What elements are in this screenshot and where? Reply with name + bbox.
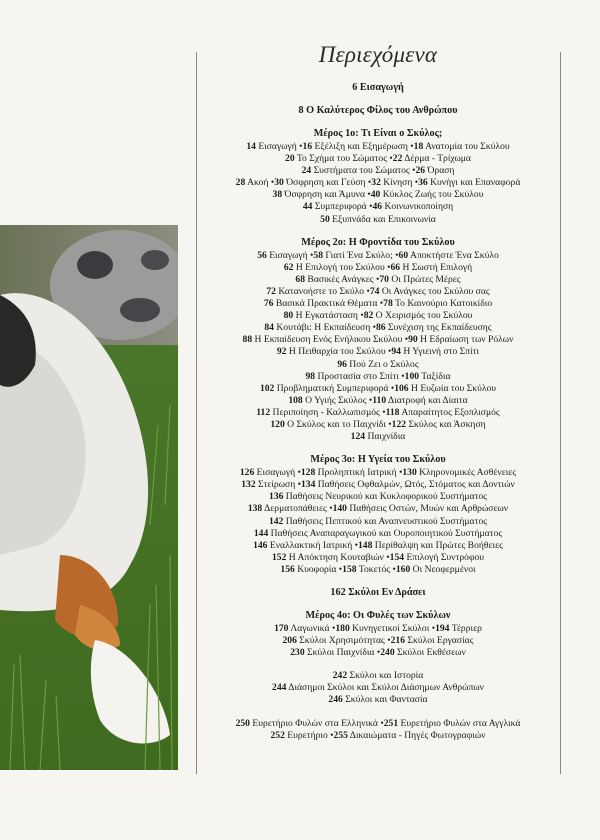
toc-entry-title: Τοκετός bbox=[356, 563, 391, 575]
toc-entry-title: Όραση bbox=[425, 165, 455, 177]
toc-entry-title: Κοινωνικοποίηση bbox=[382, 201, 454, 213]
toc-line: 68 Βασικές Ανάγκες •70 Οι Πρώτες Μέρες bbox=[295, 273, 461, 285]
toc-page-number: 68 bbox=[295, 273, 306, 285]
toc-line: 112 Περιποίηση - Καλλωπισμός •118 Απαραίτητος Εξοπλισμός bbox=[256, 406, 500, 418]
toc-entry-title: Οι Πρώτες Μέρες bbox=[388, 273, 461, 285]
toc-page-number: 246 bbox=[328, 694, 343, 706]
toc-entry-title: Κληρονομικές Ασθένειες bbox=[416, 467, 517, 479]
toc-entry-title: Επιλογή Συντρόφου bbox=[404, 551, 485, 563]
toc-line: 88 Η Εκπαίδευση Ενός Ενήλικου Σκύλου •90 Η Εδραίωση των Ρόλων bbox=[242, 334, 514, 346]
toc-entry-title: Εισαγωγή bbox=[266, 249, 308, 261]
table-of-contents bbox=[198, 42, 558, 753]
toc-page-number: 76 bbox=[263, 298, 274, 310]
toc-entry-title: Κυοφορία bbox=[294, 563, 337, 575]
toc-line bbox=[198, 682, 558, 694]
toc-page-number: 58 bbox=[313, 249, 324, 261]
toc-entry-title: Κυνήγι και Επαναφορά bbox=[427, 177, 521, 189]
toc-line: 126 Εισαγωγή •128 Προληπτική Ιατρική •130 Κληρονομικές Ασθένειες bbox=[239, 467, 517, 479]
toc-page-number: 36 bbox=[418, 177, 428, 189]
toc-page-number: 156 bbox=[280, 563, 295, 575]
toc-page-number: 46 bbox=[372, 201, 383, 213]
toc-line bbox=[198, 516, 558, 528]
toc-page-number: 72 bbox=[266, 285, 276, 297]
toc-page-number: 118 bbox=[385, 406, 400, 418]
toc-page-number: 14 bbox=[246, 141, 256, 152]
toc-page-number: 251 bbox=[383, 717, 399, 729]
toc-page-number: 16 bbox=[302, 141, 313, 152]
toc-entry-title: Προστασία στο Σπίτι bbox=[315, 370, 399, 382]
toc-page-number: 44 bbox=[302, 201, 313, 213]
toc-line: 230 Σκύλοι Παιχνίδια •240 Σκύλοι Εκθέσεων bbox=[290, 647, 466, 659]
toc-page-number: 242 bbox=[332, 670, 348, 682]
toc-entry-title: Σκύλοι Εργασίας bbox=[405, 635, 474, 647]
toc-entry-title: Κατανοήστε το Σκύλο bbox=[275, 285, 365, 297]
toc-line: 102 Προβληματική Συμπεριφορά •106 Η Ευζωία του Σκύλου bbox=[259, 382, 497, 394]
toc-page-number: 194 bbox=[435, 623, 450, 634]
toc-page-number: 216 bbox=[390, 635, 406, 647]
toc-entry-title: Παιχνίδια bbox=[365, 431, 406, 443]
toc-page-number: 82 bbox=[363, 310, 374, 322]
toc-entry-title: Παθήσεις Πεπτικού και Αναπνευστικού Συστήματος bbox=[283, 515, 488, 527]
toc-entry-title: Το Καινούριο Κατοικίδιο bbox=[392, 298, 493, 310]
toc-entry-title: Κίνηση bbox=[380, 177, 413, 189]
toc-entry-title: Σκύλος και Άσκηση bbox=[406, 418, 486, 430]
toc-part bbox=[198, 237, 558, 444]
toc-line: 56 Εισαγωγή •58 Γιατί Ένα Σκύλο; •60 Αποκτήστε Ένα Σκύλο bbox=[257, 249, 499, 261]
toc-line bbox=[198, 528, 558, 540]
toc-entry-title: Συστήματα του Σώματος bbox=[311, 165, 410, 177]
toc-entry-title: Εισαγωγή bbox=[255, 141, 297, 152]
toc-page-number: 80 bbox=[283, 310, 294, 322]
toc-entry-title: Η Υγιεινή στο Σπίτι bbox=[400, 346, 480, 358]
toc-page-number: 22 bbox=[392, 153, 403, 165]
toc-entry-title: Ο Σκύλος και το Παιχνίδι bbox=[284, 418, 386, 430]
toc-part bbox=[198, 454, 558, 576]
toc-page-number: 94 bbox=[391, 346, 401, 358]
toc-line bbox=[198, 214, 558, 226]
toc-page-number: 106 bbox=[394, 382, 409, 394]
toc-entry-title: Εναλλακτική Ιατρική bbox=[267, 539, 353, 551]
toc-page-number: 100 bbox=[404, 370, 420, 382]
toc-line: 76 Βασικά Πρακτικά Θέματα •78 Το Καινούριο Κατοικίδιο bbox=[263, 298, 493, 310]
toc-page-number: 90 bbox=[408, 334, 418, 346]
toc-page-number: 98 bbox=[305, 370, 316, 382]
toc-page-number: 122 bbox=[391, 418, 407, 430]
toc-entry-title: Απαραίτητος Εξοπλισμός bbox=[399, 406, 500, 418]
toc-entry-title: Κυνηγετικοί Σκύλοι bbox=[349, 623, 430, 634]
toc-page-number: 70 bbox=[379, 273, 389, 285]
toc-line: 138 Δερματοπάθειες •140 Παθήσεις Οστών, Μυών και Αρθρώσεων bbox=[247, 503, 509, 515]
toc-best-friend: 8 Ο Καλύτερος Φίλος του Ανθρώπου bbox=[298, 105, 458, 116]
toc-line bbox=[198, 431, 558, 443]
toc-entry-title: Ο Χειρισμός του Σκύλου bbox=[373, 310, 473, 322]
toc-page-number: 140 bbox=[332, 503, 347, 515]
toc-line: 252 Ευρετήριο •255 Δικαιώματα - Πηγές Φωτογραφιών bbox=[270, 729, 486, 741]
toc-part-heading: Μέρος 3ο: Η Υγεία του Σκύλου bbox=[310, 454, 446, 466]
toc-entry-title: Σκύλοι και Ιστορία bbox=[347, 670, 424, 682]
toc-page-number: 132 bbox=[241, 479, 256, 491]
toc-page-number: 56 bbox=[257, 249, 267, 261]
toc-entry-title: Σκύλοι Χρησιμότητας bbox=[296, 635, 385, 647]
toc-entry-title: Εξέλιξη και Εξημέρωση bbox=[312, 141, 408, 152]
toc-line: 206 Σκύλοι Χρησιμότητας •216 Σκύλοι Εργασίας bbox=[282, 635, 474, 647]
toc-line: 62 Η Επιλογή του Σκύλου •66 Η Σωστή Επιλογή bbox=[283, 261, 473, 273]
toc-entry-title: Όσφρηση και Άμυνα bbox=[282, 189, 365, 201]
toc-dogs-in-action: 162 Σκύλοι Εν Δράσει bbox=[330, 587, 426, 598]
toc-page-number: 126 bbox=[239, 467, 255, 479]
toc-line: 98 Προστασία στο Σπίτι •100 Ταξίδια bbox=[305, 370, 451, 382]
toc-entry-title: Πού Ζει ο Σκύλος bbox=[346, 358, 419, 370]
toc-entry-title: Δικαιώματα - Πηγές Φωτογραφιών bbox=[347, 729, 486, 741]
toc-entry-title: Όσφρηση και Γεύση bbox=[283, 177, 366, 189]
toc-page-number: 66 bbox=[390, 261, 401, 273]
toc-part-heading: Μέρος 1ο: Τι Είναι ο Σκύλος; bbox=[313, 128, 443, 139]
toc-entry-title: Βασικά Πρακτικά Θέματα bbox=[273, 298, 378, 310]
toc-entry-title: Λαγωνικά bbox=[288, 623, 330, 634]
toc-line: 120 Ο Σκύλος και το Παιχνίδι •122 Σκύλος και Άσκηση bbox=[270, 418, 486, 430]
right-rule bbox=[560, 52, 561, 774]
toc-line: 92 Η Πειθαρχία του Σκύλου •94 Η Υγιεινή στο Σπίτι bbox=[276, 346, 480, 358]
toc-line: 72 Κατανοήστε το Σκύλο •74 Οι Ανάγκες του Σκύλου σας bbox=[266, 285, 490, 297]
toc-entry-title: Συνέχιση της Εκπαίδευσης bbox=[385, 322, 492, 334]
toc-part-heading: Μέρος 4ο: Οι Φυλές των Σκύλων bbox=[305, 610, 451, 621]
toc-entry-title: Η Εκπαίδευση Ενός Ενήλικου Σκύλου bbox=[252, 334, 403, 346]
toc-entry-title: Η Πειθαρχία του Σκύλου bbox=[286, 346, 386, 358]
toc-page-number: 128 bbox=[300, 467, 316, 479]
toc-page-number: 138 bbox=[247, 503, 263, 515]
toc-entry-title: Οι Ανάγκες του Σκύλου σας bbox=[379, 285, 490, 297]
toc-line: 20 Το Σχήμα του Σώματος •22 Δέρμα - Τρίχωμα bbox=[285, 153, 471, 165]
toc-page-number: 50 bbox=[320, 213, 330, 225]
toc-line: 44 Συμπεριφορά •46 Κοινωνικοποίηση bbox=[302, 201, 454, 213]
toc-entry-title: Ευρετήριο Φυλών στα Αγγλικά bbox=[398, 717, 521, 729]
toc-entry-title: Σκύλοι και Φαντασία bbox=[342, 694, 428, 706]
toc-entry-title: Ανατομία του Σκύλου bbox=[423, 141, 510, 152]
toc-page-number: 108 bbox=[288, 394, 303, 406]
toc-page-number: 38 bbox=[272, 189, 283, 201]
toc-line: 80 Η Εγκατάσταση •82 Ο Χειρισμός του Σκύλου bbox=[283, 310, 473, 322]
toc-entry-title: Δέρμα - Τρίχωμα bbox=[402, 153, 471, 165]
toc-page-number: 26 bbox=[415, 165, 426, 177]
toc-page-number: 124 bbox=[350, 431, 366, 443]
toc-indexes bbox=[198, 718, 558, 742]
toc-entry-title: Η Επιλογή του Σκύλου bbox=[293, 261, 385, 273]
toc-entry-title: Παθήσεις Οφθαλμών, Ωτός, Στόματος και Δοντιών bbox=[315, 479, 515, 491]
toc-line: 84 Κουτάβι: Η Εκπαίδευση •86 Συνέχιση της Εκπαίδευσης bbox=[264, 322, 492, 334]
toc-entry-title: Σκύλοι Εκθέσεων bbox=[394, 647, 466, 659]
toc-entry-title: Ευρετήριο Φυλών στα Ελληνικά bbox=[249, 717, 378, 729]
toc-page-number: 252 bbox=[270, 729, 285, 741]
toc-entry-title: Στείρωση bbox=[255, 479, 296, 491]
toc-page-number: 134 bbox=[300, 479, 316, 491]
toc-line: 156 Κυοφορία •158 Τοκετός •160 Οι Νεοφερμένοι bbox=[280, 563, 476, 575]
toc-page-number: 110 bbox=[372, 394, 387, 406]
toc-entry-title: Περιποίηση - Καλλωπισμός bbox=[270, 406, 380, 418]
toc-line: 152 Η Απόκτηση Κουταβιών •154 Επιλογή Συντρόφου bbox=[271, 551, 485, 563]
toc-line bbox=[198, 359, 558, 371]
toc-entry-title: Το Σχήμα του Σώματος bbox=[294, 153, 387, 165]
toc-page-number: 62 bbox=[283, 261, 294, 273]
toc-entry-title: Οι Νεοφερμένοι bbox=[410, 563, 476, 575]
dog-photo bbox=[0, 225, 178, 770]
toc-entry-title: Δερματοπάθειες bbox=[262, 503, 327, 515]
toc-entry-title: Παθήσεις Νευρικού και Κυκλοφορικού Συστήματος bbox=[283, 491, 487, 503]
toc-page-number: 92 bbox=[276, 346, 287, 358]
toc-line: 146 Εναλλακτική Ιατρική •148 Περίθαλψη και Πρώτες Βοήθειες bbox=[253, 539, 503, 551]
toc-line: 38 Όσφρηση και Άμυνα •40 Κύκλος Ζωής του Σκύλου bbox=[272, 189, 484, 201]
toc-line: 108 Ο Υγιής Σκύλος •110 Διατροφή και Δίαιτα bbox=[288, 394, 468, 406]
toc-part bbox=[198, 610, 558, 659]
toc-entry-title: Γιατί Ένα Σκύλο; bbox=[323, 249, 393, 261]
toc-page-number: 88 bbox=[242, 334, 253, 346]
toc-line bbox=[198, 694, 558, 706]
toc-part-heading: Μέρος 2ο: Η Φροντίδα του Σκύλου bbox=[301, 236, 455, 248]
toc-extras bbox=[198, 670, 558, 706]
toc-page-number: 86 bbox=[375, 322, 386, 334]
toc-page-number: 102 bbox=[259, 382, 275, 394]
toc-page-number: 30 bbox=[274, 177, 284, 189]
toc-page-number: 20 bbox=[285, 153, 295, 165]
toc-page-number: 244 bbox=[272, 682, 287, 694]
toc-page-number: 74 bbox=[369, 285, 380, 297]
toc-page-number: 206 bbox=[282, 635, 297, 647]
toc-page-number: 230 bbox=[290, 647, 305, 659]
toc-entry-title: Περίθαλψη και Πρώτες Βοήθειες bbox=[372, 539, 503, 551]
toc-page-number: 32 bbox=[371, 177, 381, 189]
toc-page-number: 78 bbox=[383, 298, 393, 310]
toc-page-number: 255 bbox=[333, 729, 348, 741]
toc-entry-title: Κουτάβι: Η Εκπαίδευση bbox=[273, 322, 371, 334]
toc-page-number: 130 bbox=[402, 467, 417, 479]
toc-page-number: 96 bbox=[337, 358, 347, 370]
toc-page-number: 142 bbox=[268, 515, 284, 527]
toc-entry-title: Συμπεριφορά bbox=[312, 201, 367, 213]
toc-page-number: 40 bbox=[370, 189, 381, 201]
toc-entry-title: Διάσημοι Σκύλοι και Σκύλοι Διάσημων Ανθρώπων bbox=[286, 682, 484, 694]
toc-entry-title: Η Απόκτηση Κουταβιών bbox=[286, 551, 384, 563]
toc-page-number: 158 bbox=[342, 563, 357, 575]
toc-page-number: 24 bbox=[301, 165, 312, 177]
toc-entry-title: Διατροφή και Δίαιτα bbox=[386, 394, 468, 406]
toc-entry-title: Παθήσεις Οστών, Μυών και Αρθρώσεων bbox=[346, 503, 509, 515]
toc-page-number: 144 bbox=[253, 527, 269, 539]
toc-page-number: 18 bbox=[413, 141, 424, 152]
toc-page-number: 148 bbox=[358, 539, 373, 551]
toc-entry-title: Η Ευζωία του Σκύλου bbox=[408, 382, 497, 394]
toc-line: 14 Εισαγωγή •16 Εξέλιξη και Εξημέρωση •18 Ανατομία του Σκύλου bbox=[246, 141, 510, 152]
toc-entry-title: Ο Υγιής Σκύλος bbox=[302, 394, 367, 406]
toc-entry-title: Παθήσεις Αναπαραγωγικού και Ουροποιητικού Συστήματος bbox=[268, 527, 503, 539]
toc-entry-title: Προληπτική Ιατρική bbox=[315, 467, 397, 479]
toc-entry-title: Η Εγκατάσταση bbox=[293, 310, 358, 322]
toc-page-number: 146 bbox=[253, 539, 268, 551]
toc-page-number: 250 bbox=[235, 717, 250, 729]
toc-page-number: 112 bbox=[256, 406, 271, 418]
toc-entry-title: Εξυπνάδα και Επικοινωνία bbox=[329, 213, 436, 225]
toc-part bbox=[198, 128, 558, 226]
toc-entry-title: Αποκτήστε Ένα Σκύλο bbox=[408, 249, 499, 261]
toc-line: 132 Στείρωση •134 Παθήσεις Οφθαλμών, Ωτός, Στόματος και Δοντιών bbox=[241, 479, 515, 491]
toc-page-number: 180 bbox=[335, 623, 350, 634]
toc-entry-title: Ακοή bbox=[245, 177, 269, 189]
toc-line bbox=[198, 491, 558, 503]
left-rule bbox=[196, 52, 197, 774]
toc-entry-title: Η Σωστή Επιλογή bbox=[400, 261, 473, 273]
toc-entry-title: Εισαγωγή bbox=[254, 467, 296, 479]
toc-page-number: 136 bbox=[269, 491, 284, 503]
toc-page-number: 84 bbox=[264, 322, 274, 334]
toc-line: 250 Ευρετήριο Φυλών στα Ελληνικά •251 Ευρετήριο Φυλών στα Αγγλικά bbox=[235, 717, 521, 729]
toc-line bbox=[198, 670, 558, 682]
toc-page-number: 154 bbox=[389, 551, 405, 563]
toc-entry-title: Ευρετήριο bbox=[284, 729, 328, 741]
toc-entry-title: Η Εδραίωση των Ρόλων bbox=[417, 334, 514, 346]
toc-page-number: 240 bbox=[380, 647, 395, 659]
toc-entry-title: Τέρριερ bbox=[449, 623, 482, 634]
toc-entry-title: Βασικές Ανάγκες bbox=[305, 273, 374, 285]
toc-entry-title: Σκύλοι Παιχνίδια bbox=[304, 647, 375, 659]
page-title: Περιεχόμενα bbox=[318, 42, 438, 67]
toc-intro: 6 Εισαγωγή bbox=[352, 82, 404, 93]
toc-line: 28 Ακοή •30 Όσφρηση και Γεύση •32 Κίνηση •36 Κυνήγι και Επαναφορά bbox=[235, 177, 521, 189]
toc-line: 170 Λαγωνικά •180 Κυνηγετικοί Σκύλοι •194 Τέρριερ bbox=[274, 623, 482, 634]
toc-page-number: 120 bbox=[270, 418, 285, 430]
toc-page-number: 152 bbox=[271, 551, 287, 563]
toc-page-number: 160 bbox=[395, 563, 411, 575]
toc-page-number: 170 bbox=[274, 623, 289, 634]
toc-entry-title: Ταξίδια bbox=[419, 370, 451, 382]
toc-entry-title: Προβληματική Συμπεριφορά bbox=[274, 382, 389, 394]
toc-page-number: 60 bbox=[398, 249, 409, 261]
toc-entry-title: Κύκλος Ζωής του Σκύλου bbox=[380, 189, 484, 201]
toc-page-number: 28 bbox=[235, 177, 246, 189]
toc-line: 24 Συστήματα του Σώματος •26 Όραση bbox=[301, 165, 455, 177]
